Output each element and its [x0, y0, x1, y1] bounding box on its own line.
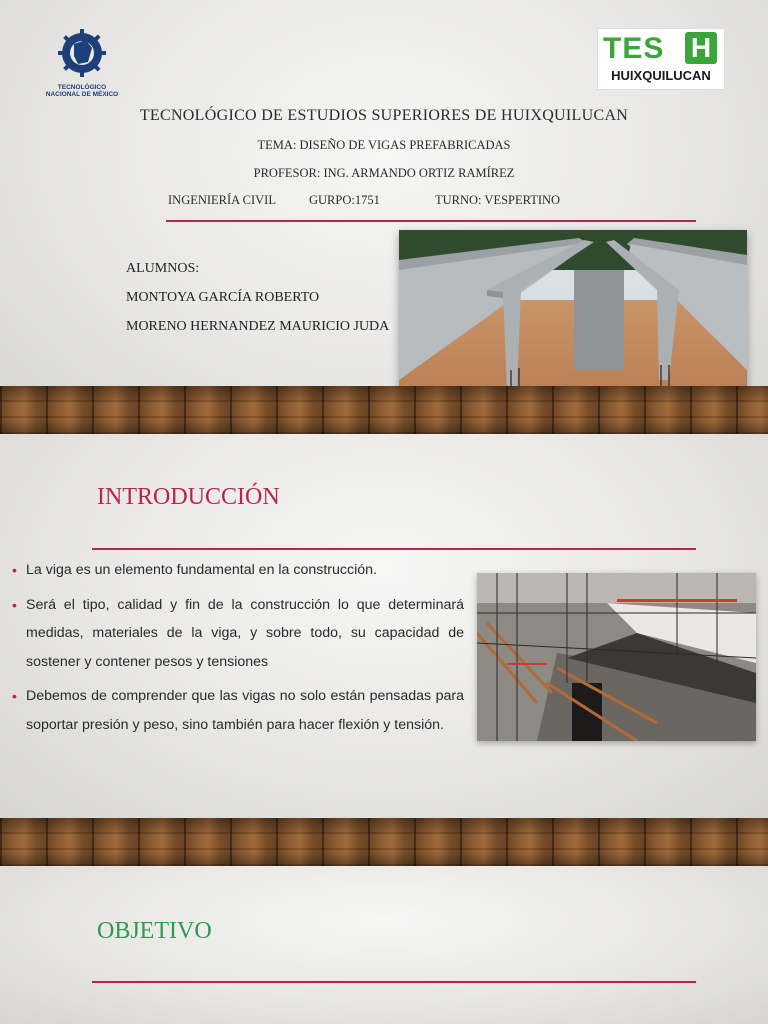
intro-bullet: • La viga es un elemento fundamental en la construcción. [12, 556, 464, 585]
grupo-text: GURPO:1751 [309, 193, 380, 207]
alumnos-label: ALUMNOS: [126, 261, 200, 276]
carrera-text: INGENIERÍA CIVIL [168, 193, 276, 207]
bridge-beams-photo [399, 230, 747, 410]
objetivo-title: OBJETIVO [97, 918, 212, 944]
tesh-logo-sub: HUIXQUILUCAN [611, 68, 711, 83]
wood-floor-1 [0, 386, 768, 434]
turno-text: TURNO: VESPERTINO [435, 193, 561, 207]
alumno-2: MORENO HERNANDEZ MAURICIO JUDA [126, 319, 390, 334]
intro-bullet-list [12, 556, 464, 745]
intro-title: INTRODUCCIÓN [97, 484, 280, 510]
slide-2 [0, 434, 768, 818]
tesh-logo [597, 28, 725, 90]
wood-floor-2 [0, 818, 768, 866]
intro-rule [92, 548, 696, 550]
tesh-logo-letters: TES [603, 32, 665, 65]
tecnm-logo-line2: NACIONAL DE MÉXICO [45, 91, 119, 98]
objetivo-rule [92, 981, 696, 983]
alumno-1: MONTOYA GARCÍA ROBERTO [126, 290, 320, 305]
rebar-construction-photo [477, 573, 756, 741]
tecnm-logo-line1: TECNOLÓGICO [57, 84, 107, 91]
divider-rule [166, 220, 696, 222]
intro-bullet: • Debemos de comprender que las vigas no solo están pensadas para soportar presión y peso, sino también para hacer flexión y tensión. [12, 682, 464, 739]
institution-title: TECNOLÓGICO DE ESTUDIOS SUPERIORES DE HUIXQUILUCAN [139, 107, 629, 124]
slide-1 [0, 0, 768, 432]
tecnm-emblem-icon [40, 26, 124, 78]
intro-bullet: • Será el tipo, calidad y fin de la construcción lo que determinará medidas, materiales de la viga, y sobre todo, su capacidad de sostener y contener pesos y tensiones [12, 591, 464, 677]
tesh-logo-badge: H [685, 32, 717, 64]
profesor-line: PROFESOR: ING. ARMANDO ORTIZ RAMÍREZ [253, 166, 515, 180]
tecnm-logo [40, 26, 124, 98]
slide-3 [0, 866, 768, 1024]
tema-line: TEMA: DISEÑO DE VIGAS PREFABRICADAS [257, 138, 511, 152]
